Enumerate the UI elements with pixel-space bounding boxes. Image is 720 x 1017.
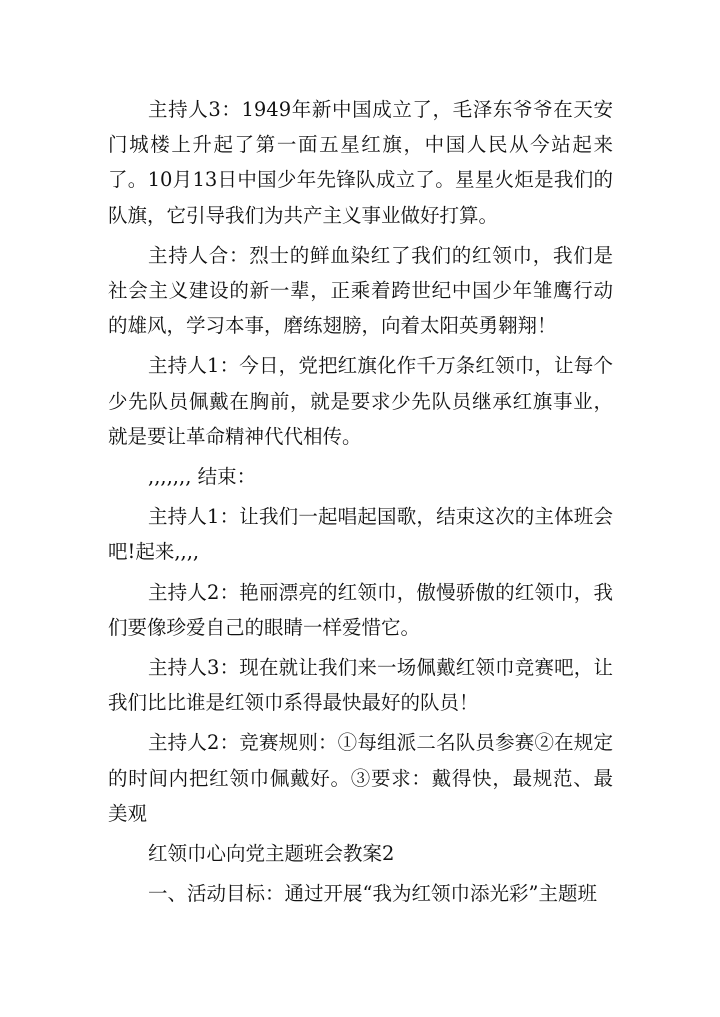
paragraph-hosts-together: 主持人合：烈士的鲜血染红了我们的红领巾，我们是社会主义建设的新一辈，正乘着跨世纪中国少年雏鹰行动的雄风，学习本事，磨练翅膀，向着太阳英勇翱翔！ [108,243,613,338]
paragraph-activity-goal: 一、活动目标：通过开展“我为红领巾添光彩”主题班 [148,882,597,906]
paragraph-host1-red-scarf: 主持人1：今日，党把红旗化作千万条红领巾，让每个少先队员佩戴在胸前，就是要求少先队员继承红旗事业，就是要让革命精神代代相传。 [108,354,613,448]
paragraph-host3-contest: 主持人3：现在就让我们来一场佩戴红领巾竞赛吧，让我们比比谁是红领巾系得最快最好的队员！ [108,656,613,715]
paragraph-host2-rules: 主持人2：竞赛规则：①每组派二名队员参赛②在规定的时间内把红领巾佩戴好。③要求：戴得快，最规范、最美观 [108,731,613,825]
paragraph-host2-cherish: 主持人2：艳丽漂亮的红领巾，傲慢骄傲的红领巾，我们要像珍爱自己的眼睛一样爱惜它。 [108,580,613,639]
paragraph-host1-anthem: 主持人1：让我们一起唱起国歌，结束这次的主体班会吧!起来,,,, [108,505,613,564]
section-title-lesson-plan-2: 红领巾心向党主题班会教案2 [148,842,395,866]
paragraph-host3-history: 主持人3：1949年新中国成立了，毛泽东爷爷在天安门城楼上升起了第一面五星红旗，中国人民从今站起来了。10月13日中国少年先锋队成立了。星星火炬是我们的队旗，它引导我们为共产主义事业做好打算。 [108,98,613,227]
paragraph-ending-heading: ,,,,,,, 结束： [148,465,257,489]
document-body [108,92,613,916]
